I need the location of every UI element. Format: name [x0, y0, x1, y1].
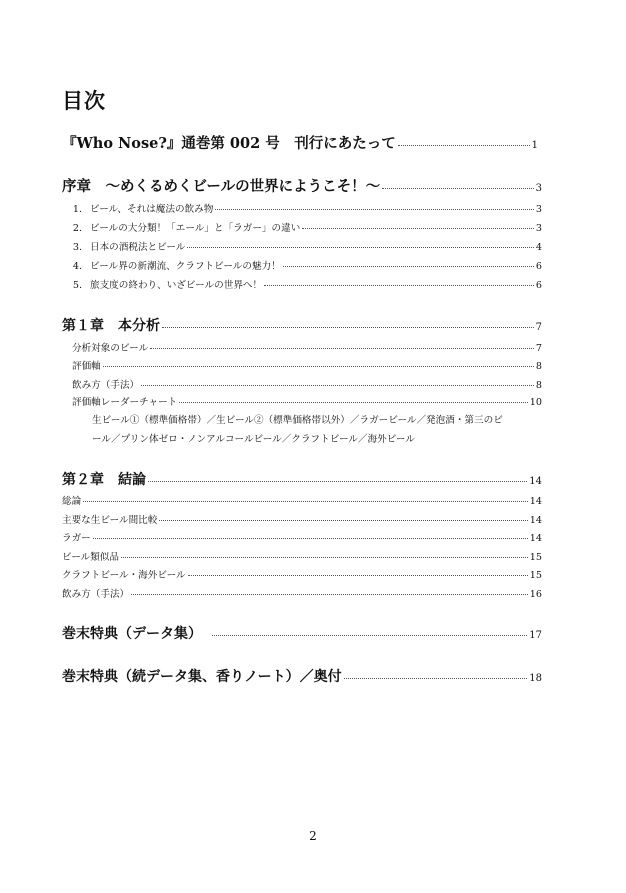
toc-subentry-page: 4	[535, 242, 542, 253]
toc-subentry-page: 6	[535, 261, 542, 272]
toc-subentry-page: 7	[535, 343, 542, 354]
toc-entry-page: 14	[529, 476, 542, 487]
toc-subentry-page: 8	[535, 361, 542, 372]
dot-leader	[141, 385, 534, 386]
toc-subentry-page: 15	[529, 570, 542, 581]
dot-leader	[179, 402, 528, 403]
item-number: 4.	[72, 261, 82, 272]
item-number: 3.	[72, 242, 82, 253]
toc-subentry-title: 飲み方（手法）	[72, 380, 140, 391]
dot-leader	[283, 266, 534, 267]
toc-subentry-title: 旅支度の終わり、いざビールの世界へ！	[90, 280, 263, 291]
toc-subentry[interactable]	[62, 281, 542, 291]
toc-subentry[interactable]	[72, 381, 542, 391]
toc-subentry-page: 16	[529, 589, 542, 600]
toc-subentry[interactable]	[62, 497, 542, 507]
item-number: 2.	[72, 223, 82, 234]
toc-subentry-page: 15	[529, 552, 542, 563]
toc-heading: 目次	[62, 89, 106, 113]
toc-entry-title: 第１章 本分析	[62, 318, 160, 334]
toc-subentry[interactable]	[62, 224, 542, 234]
radar-chart-categories-line2: ール／プリン体ゼロ・ノンアルコールビール／クラフトビール／海外ビール	[92, 434, 415, 445]
toc-subentry[interactable]	[72, 362, 542, 372]
toc-subentry-title: ビール界の新潮流、クラフトビールの魅力！	[90, 261, 281, 272]
toc-subentry[interactable]	[62, 534, 542, 544]
toc-subentry[interactable]	[62, 205, 542, 215]
toc-entry-chapter1[interactable]	[62, 319, 542, 333]
toc-subentry-title: 日本の酒税法とビール	[90, 242, 186, 253]
dot-leader	[162, 327, 534, 328]
dot-leader	[344, 678, 528, 679]
dot-leader	[103, 366, 534, 367]
dot-leader	[187, 247, 534, 248]
dot-leader	[159, 520, 527, 521]
toc-entry-title: 『Who Nose?』通巻第 002 号 刊行にあたって	[62, 135, 396, 152]
page-number: 2	[309, 829, 317, 843]
dot-leader	[150, 348, 534, 349]
toc-subentry-title: 分析対象のビール	[72, 343, 149, 354]
toc-subentry-title: ラガー	[62, 533, 91, 544]
radar-chart-categories-line1: 生ビール①（標準価格帯）／生ビール②（標準価格帯以外）／ラガービール／発泡酒・第三のビ	[92, 415, 503, 426]
toc-entry-title: 序章 ～めくるめくビールの世界にようこそ！～	[62, 178, 381, 195]
toc-subentry-page: 14	[529, 515, 542, 526]
dot-leader	[188, 575, 528, 576]
toc-entry-title: 第２章 結論	[62, 472, 146, 488]
item-number: 5.	[72, 280, 82, 291]
toc-subentry-title: クラフトビール・海外ビール	[62, 570, 186, 581]
toc-subentry[interactable]	[62, 571, 542, 581]
toc-entry-title: 巻末特典（データ集）	[62, 626, 202, 642]
toc-subentry[interactable]	[62, 262, 542, 272]
toc-entry-chapter2[interactable]	[62, 473, 542, 487]
toc-subentry-page: 10	[529, 397, 542, 408]
toc-subentry[interactable]	[62, 590, 542, 600]
toc-subentry-title: 評価軸	[72, 361, 101, 372]
toc-subentry-title: ビール、それは魔法の飲み物	[90, 204, 214, 215]
dot-leader	[131, 594, 528, 595]
dot-leader	[148, 481, 527, 482]
dot-leader	[398, 145, 530, 146]
dot-leader	[382, 188, 533, 189]
toc-entry-page: 7	[535, 322, 542, 333]
dot-leader	[83, 501, 528, 502]
toc-entry-page: 17	[529, 630, 542, 641]
dot-leader	[264, 285, 534, 286]
toc-subentry[interactable]	[72, 344, 542, 354]
toc-subentry[interactable]	[62, 516, 542, 526]
dot-leader	[215, 209, 534, 210]
item-number: 1.	[72, 204, 82, 215]
dot-leader	[212, 635, 527, 636]
toc-subentry[interactable]	[62, 243, 542, 253]
toc-entry-appendix1[interactable]	[62, 627, 542, 641]
toc-subentry-title: 評価軸レーダーチャート	[72, 397, 178, 408]
toc-subentry-title: 主要な生ビール間比較	[62, 515, 158, 526]
toc-subentry-title: ビール類似品	[62, 552, 119, 563]
toc-entry-page: 3	[535, 183, 542, 194]
toc-entry-page: 18	[529, 673, 542, 684]
toc-subentry-title: 総論	[62, 496, 82, 507]
toc-entry-title: 巻末特典（続データ集、香りノート）／奥付	[62, 669, 342, 685]
toc-subentry[interactable]	[62, 553, 542, 563]
dot-leader	[121, 557, 528, 558]
toc-subentry-page: 14	[529, 533, 542, 544]
toc-subentry-page: 3	[535, 223, 542, 234]
dot-leader	[302, 228, 534, 229]
toc-entry-intro[interactable]	[62, 137, 538, 152]
toc-entry-appendix2[interactable]	[62, 670, 542, 684]
toc-subentry-title: 飲み方（手法）	[62, 589, 130, 600]
toc-subentry-page: 14	[529, 496, 542, 507]
dot-leader	[93, 538, 528, 539]
toc-subentry-page: 8	[535, 380, 542, 391]
toc-subentry-page: 6	[535, 280, 542, 291]
toc-subentry[interactable]	[72, 398, 542, 408]
toc-subentry-title: ビールの大分類！「エール」と「ラガー」の違い	[90, 223, 301, 234]
toc-entry-prologue[interactable]	[62, 180, 542, 195]
toc-entry-page: 1	[531, 140, 538, 151]
toc-subentry-page: 3	[535, 204, 542, 215]
